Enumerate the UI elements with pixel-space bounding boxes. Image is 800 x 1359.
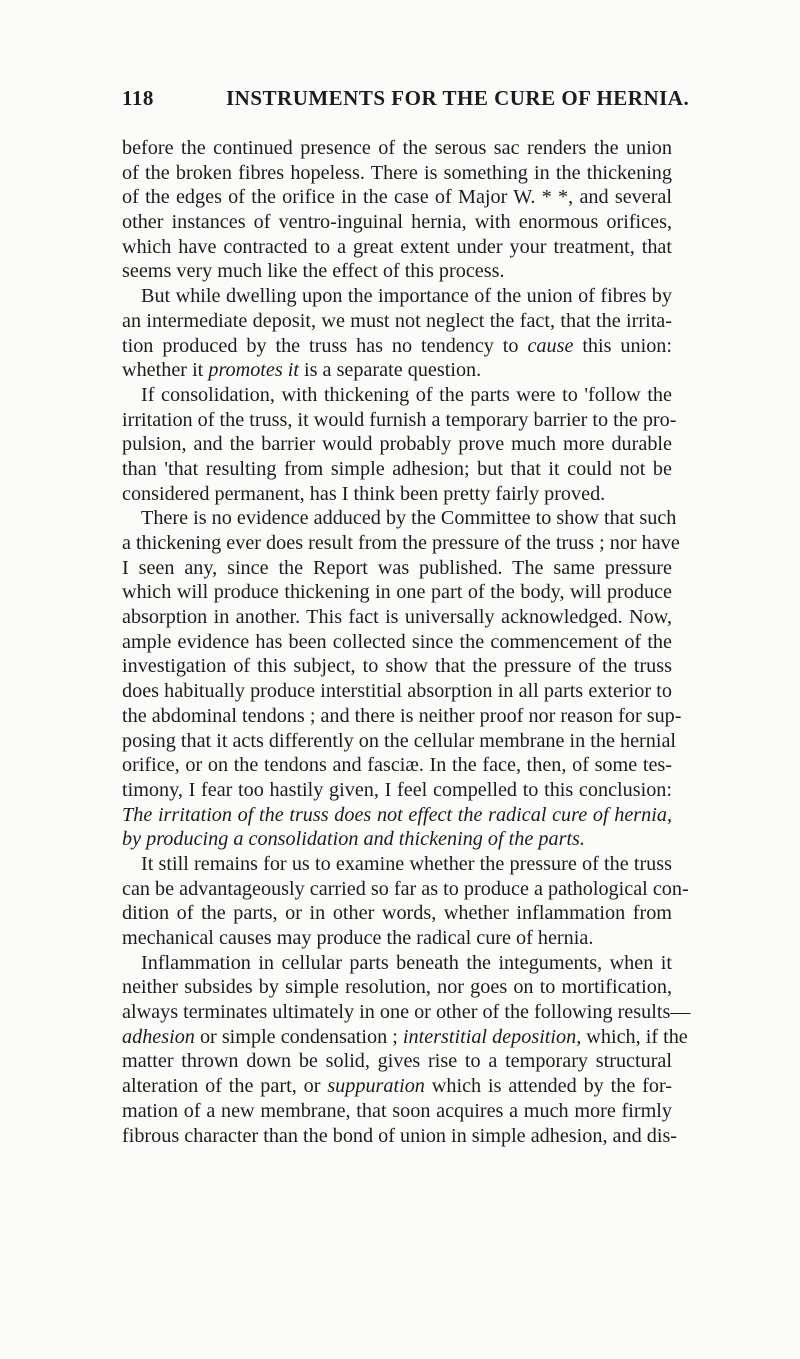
italic-conclusion: by producing a consolidation and thickening of the parts. [122,828,585,851]
text-line: I seen any, since the Report was published. The same pressure [122,556,672,579]
italic-emphasis: adhesion [122,1025,195,1048]
text-line: always terminates ultimately in one or other of the following results— [122,1001,691,1024]
body-text [122,136,691,1148]
text-line: But while dwelling upon the importance of the union of fibres by [141,285,672,308]
text-line: the abdominal tendons ; and there is neither proof nor reason for sup- [122,704,682,727]
text-line: mation of a new membrane, that soon acquires a much more firmly [122,1099,672,1122]
text-line: which will produce thickening in one part of the body, will produce [122,581,672,604]
text-line: alteration of the part, or suppuration which is attended by the for- [122,1075,673,1098]
text-line: timony, I fear too hastily given, I feel compelled to this conclusion: [122,778,672,801]
text-line [122,827,672,852]
running-title: INSTRUMENTS FOR THE CURE OF HERNIA. [226,86,690,110]
text-line: considered permanent, has I think been pretty fairly proved. [122,482,606,505]
italic-emphasis: interstitial deposition, [402,1025,582,1048]
text-line: an intermediate deposit, we must not neglect the fact, that the irrita- [122,309,672,332]
text-line: does habitually produce interstitial absorption in all parts exterior to [122,680,672,703]
text-line: other instances of ventro-inguinal hernia, with enormous orifices, [122,211,672,234]
text-line: posing that it acts differently on the cellular membrane in the hernial [122,729,677,752]
text-line: fibrous character than the bond of union in simple adhesion, and dis- [122,1124,678,1147]
text-line: orifice, or on the tendons and fasciæ. In the face, then, of some tes- [122,754,672,777]
text-line: neither subsides by simple resolution, nor goes on to mortification, [122,976,672,999]
text-line [122,803,672,828]
text-line: whether it promotes it is a separate question. [122,359,482,382]
text-line: pulsion, and the barrier would probably prove much more durable [122,433,672,456]
text-line: seems very much like the effect of this process. [122,260,505,283]
text-line: a thickening ever does result from the pressure of the truss ; nor have [122,532,680,554]
text-line: absorption in another. This fact is universally acknowledged. Now, [122,606,672,629]
text-line: ample evidence has been collected since the commencement of the [122,630,672,653]
text-line: adhesion or simple condensation ; interstitial deposition, which, if the [122,1025,688,1048]
text-line: tion produced by the truss has no tendency to cause this union: [122,334,673,357]
text-line: matter thrown down be solid, gives rise to a temporary structural [122,1050,672,1073]
italic-conclusion: The irritation of the truss does not effect the radical cure of hernia, [122,803,672,826]
text-line: can be advantageously carried so far as to produce a pathological con- [122,877,689,900]
italic-emphasis: suppuration [327,1075,425,1098]
text-line: of the edges of the orifice in the case of Major W. * *, and several [122,186,672,209]
italic-emphasis: cause [527,334,574,357]
text-line: investigation of this subject, to show that the pressure of the truss [122,655,672,678]
text-line: If consolidation, with thickening of the parts were to 'follow the [141,383,672,406]
text-line: irritation of the truss, it would furnish a temporary barrier to the pro- [122,408,677,431]
text-line: of the broken fibres hopeless. There is something in the thickening [122,161,672,184]
text-line: before the continued presence of the serous sac renders the union [122,137,672,159]
text-line: mechanical causes may produce the radical cure of hernia. [122,927,594,949]
italic-emphasis: promotes it [208,359,299,382]
text-line: than 'that resulting from simple adhesion; but that it could not be [122,457,672,480]
running-header [122,86,690,116]
text-line: Inflammation in cellular parts beneath the integuments, when it [141,951,672,974]
text-line: dition of the parts, or in other words, whether inflammation from [122,902,672,925]
page-number: 118 [122,86,154,110]
text-line: which have contracted to a great extent under your treatment, that [122,235,672,258]
text-line: It still remains for us to examine whether the pressure of the truss [141,852,672,875]
text-line: There is no evidence adduced by the Committee to show that such [141,507,677,530]
